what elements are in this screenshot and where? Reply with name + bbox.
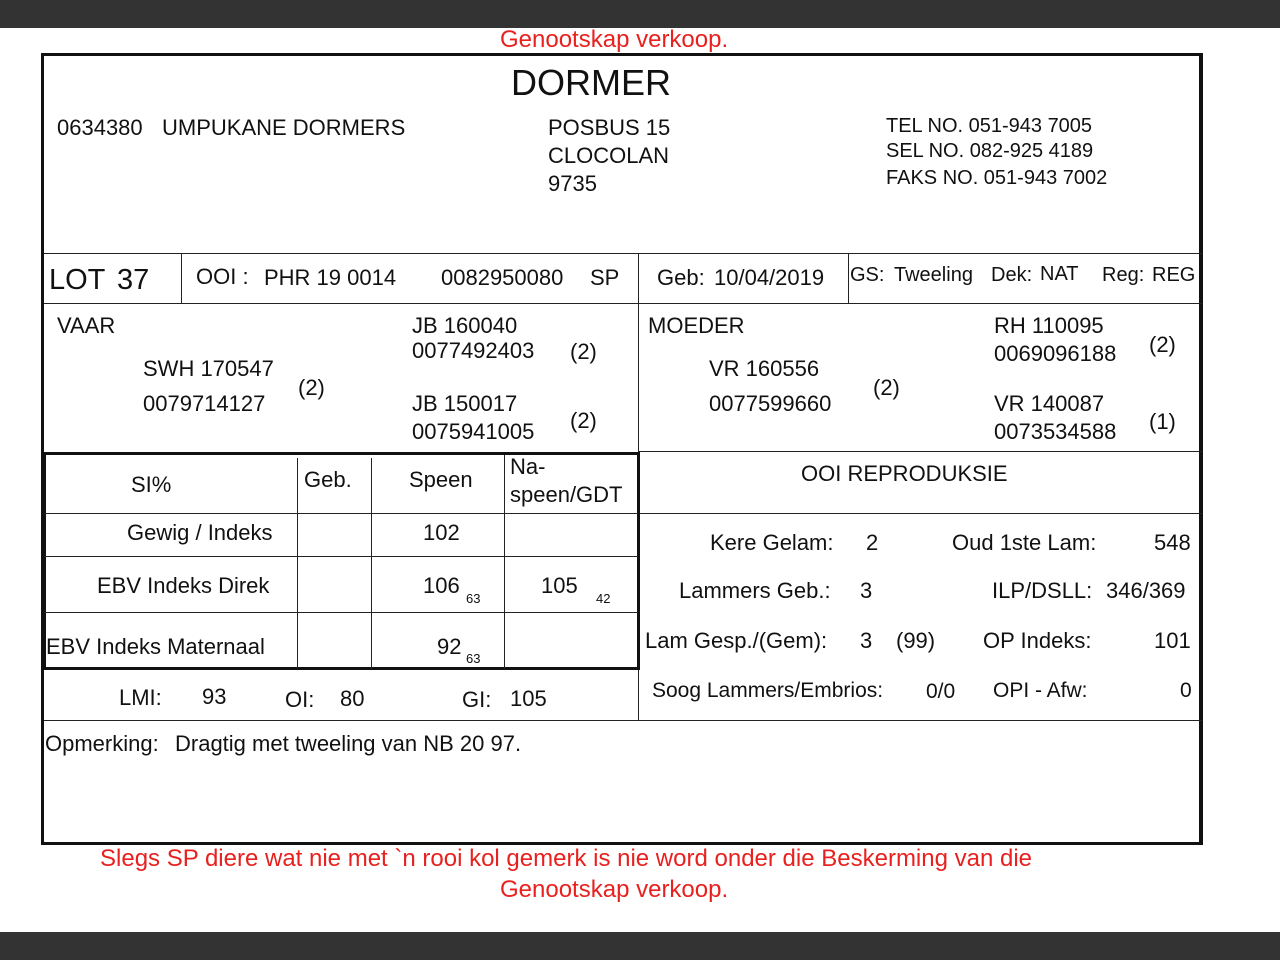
dam-sire-number: 0069096188 [994,341,1117,366]
opi-value: 0 [1180,679,1192,702]
row-label-ebv-maternaal: EBV Indeks Maternaal [46,634,265,659]
ooi-id: PHR 19 0014 [264,265,397,290]
ebv-direk-naspeen: 105 [541,573,578,598]
dam-dam-id: VR 140087 [994,391,1105,416]
dek-label: Dek: [991,264,1033,286]
gs-value: Tweeling [894,264,973,286]
ebv-direk-speen-sub: 63 [466,591,481,606]
dam-sire-count: (2) [1149,332,1176,357]
sire-dam-number: 0075941005 [412,419,535,444]
naspeen-header-2: speen/GDT [510,482,623,507]
sire-sire-count: (2) [570,339,597,364]
bottom-notice-line-1: Slegs SP diere wat nie met `n rooi kol gemerk is nie word onder die Beskerming van die [100,845,1033,872]
gesp-value: 3 [860,628,873,653]
gs-label: GS: [850,264,885,286]
sire-dam-id: JB 150017 [412,391,518,416]
lot-number: 37 [117,264,150,296]
dam-dam-count: (1) [1149,409,1176,434]
dam-number: 0077599660 [709,391,832,416]
geb-date: 10/04/2019 [714,265,825,290]
lammers-value: 3 [860,578,873,603]
si-rule-3 [44,612,638,613]
opi-label: OPI - Afw: [993,679,1088,702]
address-line-3: 9735 [548,171,597,196]
rule-lot-bottom [44,303,1202,304]
sire-sire-id: JB 160040 [412,313,518,338]
reg-value: REG [1152,264,1196,286]
si-header: SI% [131,472,172,497]
lammers-label: Lammers Geb.: [679,578,831,603]
kere-value: 2 [866,530,879,555]
faks-number: FAKS NO. 051-943 7002 [886,167,1108,189]
si-rule-1 [44,513,638,514]
lot-label: LOT [49,264,106,296]
address-line-1: POSBUS 15 [548,115,671,140]
si-rule-2 [44,556,638,557]
vaar-label: VAAR [57,313,116,338]
lmi-value: 93 [202,684,227,709]
sire-number: 0079714127 [143,391,266,416]
kere-label: Kere Gelam: [710,530,834,555]
soog-label: Soog Lammers/Embrios: [652,679,884,702]
remarks-label: Opmerking: [45,731,159,756]
ebv-maternaal-speen: 92 [437,634,462,659]
speen-header: Speen [409,467,473,492]
op-value: 101 [1154,628,1191,653]
sel-number: SEL NO. 082-925 4189 [886,140,1094,162]
sire-sire-number: 0077492403 [412,338,535,363]
si-col-rule-3 [504,455,505,669]
rule-remarks-top [44,720,1202,721]
address-line-2: CLOCOLAN [548,143,670,168]
ilp-label: ILP/DSLL: [992,578,1093,603]
dam-id: VR 160556 [709,356,820,381]
ooi-grade: SP [590,265,620,290]
repro-title: OOI REPRODUKSIE [801,461,1008,486]
oud-value: 548 [1154,530,1191,555]
dam-count: (2) [873,375,900,400]
ilp-value: 346/369 [1106,578,1186,603]
breed-title: DORMER [511,62,671,103]
rule-repro-top [638,451,1202,452]
geb-label: Geb: [657,265,705,290]
moeder-label: MOEDER [648,313,745,338]
rule-lot-top [44,253,1202,254]
oi-label: OI: [285,687,315,712]
bottom-dark-bar [0,932,1280,960]
row-label-ebv-direk: EBV Indeks Direk [97,573,270,598]
gi-label: GI: [462,687,492,712]
ebv-direk-speen: 106 [423,573,460,598]
dam-dam-number: 0073534588 [994,419,1117,444]
rule-geb-divider [848,253,849,303]
gewig-speen: 102 [423,520,460,545]
dek-value: NAT [1040,263,1079,285]
sire-id: SWH 170547 [143,356,274,381]
sire-dam-count: (2) [570,408,597,433]
gesp-avg: (99) [896,628,936,653]
soog-value: 0/0 [926,680,956,703]
geb-header: Geb. [304,467,352,492]
rule-lot-divider [181,253,182,303]
si-col-rule-2 [371,458,372,669]
ebv-direk-naspeen-sub: 42 [596,591,611,606]
gesp-label: Lam Gesp./(Gem): [645,628,828,653]
bottom-notice-line-2: Genootskap verkoop. [500,876,729,903]
top-notice: Genootskap verkoop. [500,26,729,53]
si-col-rule-1 [297,458,298,669]
breeder-number: 0634380 [57,115,143,140]
row-label-gewig: Gewig / Indeks [127,520,273,545]
dam-sire-id: RH 110095 [994,313,1104,338]
ebv-maternaal-speen-sub: 63 [466,651,481,666]
reg-label: Reg: [1102,264,1145,286]
lmi-label: LMI: [119,685,162,710]
remarks-text: Dragtig met tweeling van NB 20 97. [175,731,522,756]
op-label: OP Indeks: [983,628,1092,653]
breeder-name: UMPUKANE DORMERS [162,115,406,140]
top-dark-bar [0,0,1280,28]
naspeen-header-1: Na- [510,454,546,479]
rule-repro-header [638,513,1202,514]
sire-count: (2) [298,375,325,400]
ooi-label: OOI : [196,264,249,289]
ooi-reg-number: 0082950080 [441,265,564,290]
oud-label: Oud 1ste Lam: [952,530,1097,555]
oi-value: 80 [340,686,365,711]
gi-value: 105 [510,686,547,711]
tel-number: TEL NO. 051-943 7005 [886,115,1093,137]
